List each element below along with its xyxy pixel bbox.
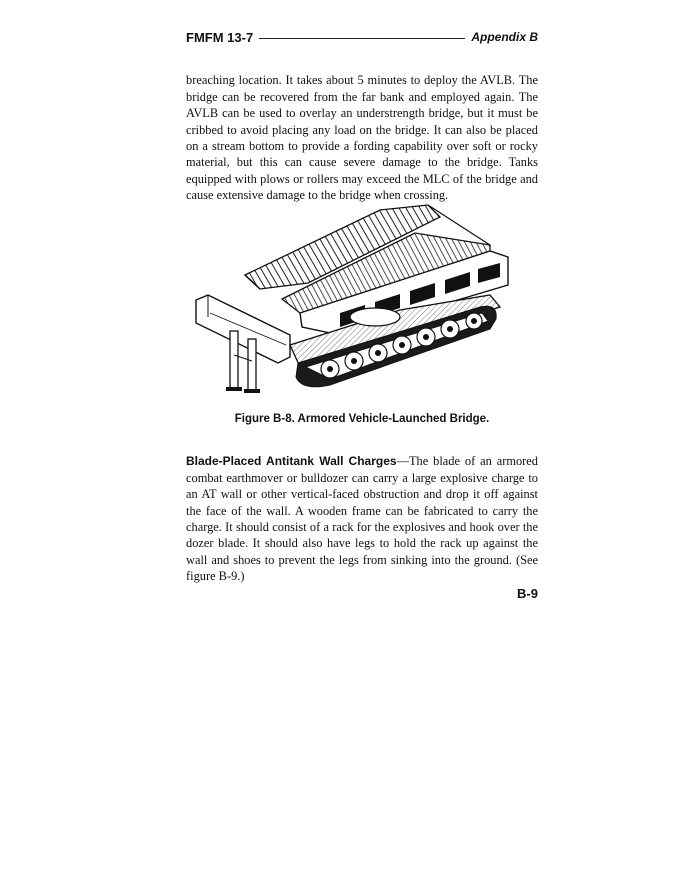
paragraph-avlb-deployment: breaching location. It takes about 5 minutes to deploy the AVLB. The bridge can be recovered from the far bank and employed again. The AVLB can be used to overlay an understrength bridge, but it must be cribbed to avoid placing any load on the bridge. It can also be placed on a stream bottom to provide a fording capability over soft or rocky material, but this can cause severe damage to the bridge. Tanks equipped with plows or rollers may exceed the MLC of the bridge and cause extensive damage to the bridge when crossing. [186,73,538,203]
run-in-heading: Blade-Placed Antitank Wall Charges [186,454,397,469]
heading-dash: — [396,454,409,469]
header-publication-id: FMFM 13-7 [186,29,254,45]
page-number: B-9 [517,586,538,601]
figure-caption: Figure B-8. Armored Vehicle-Launched Bridge. [234,413,490,425]
paragraph-wall-charges-text: The blade of an armored combat earthmover or bulldozer can carry a large explosive charge to an AT wall or other vertical-faced obstruction and drop it off against the face of the wall. A wooden frame can be fabricated to carry the charge. It should consist of a rack for the explosives and hook over the dozer blade. It should also have legs to hold the rack up against the wall and shoes to prevent the legs from sinking into the ground. (See figure B-9.) [186,454,538,584]
header-rule [259,38,465,39]
figure-avlb-illustration [190,195,515,400]
paragraph-wall-charges [186,453,538,584]
launch-plate [196,295,290,363]
header-appendix-label: Appendix B [471,30,538,44]
running-header [186,28,538,46]
avlb-line-drawing [190,195,515,400]
